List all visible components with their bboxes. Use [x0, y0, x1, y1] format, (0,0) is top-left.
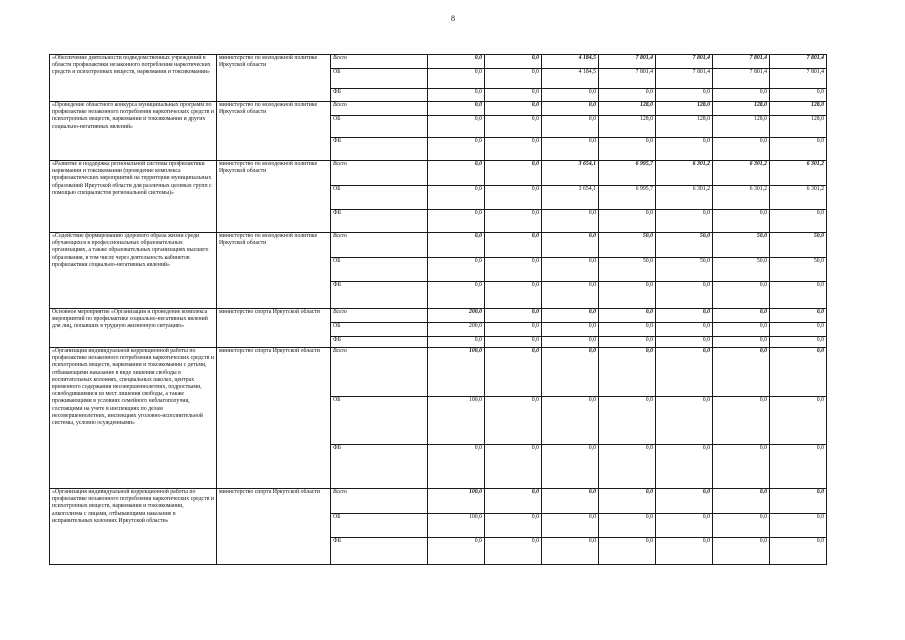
funding-source: Всего: [331, 233, 428, 258]
amount-cell: 0,0: [485, 138, 542, 161]
amount-cell: 7 801,4: [770, 69, 827, 89]
amount-cell: 0,0: [770, 445, 827, 489]
amount-cell: 4 184,5: [542, 55, 599, 69]
amount-cell: 50,0: [713, 233, 770, 258]
amount-cell: 128,0: [713, 102, 770, 116]
amount-cell: 0,0: [713, 397, 770, 445]
funding-source: ОБ: [331, 186, 428, 210]
amount-cell: 0,0: [485, 258, 542, 282]
executor-name: министерство спорта Иркутской области: [217, 309, 331, 348]
amount-cell: 6 301,2: [656, 161, 713, 186]
amount-cell: 0,0: [656, 210, 713, 233]
amount-cell: 0,0: [599, 397, 656, 445]
table-row: [50, 102, 827, 116]
amount-cell: 0,0: [542, 337, 599, 348]
table-row: [50, 161, 827, 186]
amount-cell: 0,0: [713, 210, 770, 233]
activity-name: «Организация индивидуальной коррекционной работы по профилактике незаконного потребления наркотических средств и психотропных веществ, наркомании и токсикомании, алкоголизма с лицами, отбывающими наказание в исправительных колониях Иркутской области»: [50, 489, 217, 565]
amount-cell: 50,0: [656, 258, 713, 282]
amount-cell: 0,0: [428, 258, 485, 282]
amount-cell: 0,0: [428, 102, 485, 116]
amount-cell: 0,0: [485, 116, 542, 138]
amount-cell: 7 801,4: [713, 69, 770, 89]
amount-cell: 0,0: [770, 514, 827, 538]
amount-cell: 0,0: [770, 397, 827, 445]
amount-cell: 0,0: [428, 89, 485, 102]
table-row: [50, 55, 827, 69]
amount-cell: 0,0: [428, 186, 485, 210]
funding-source: Всего: [331, 102, 428, 116]
activity-name: Основное мероприятие «Организация и проведение комплекса мероприятий по профилактике социально-негативных явлений для лиц, попавших в трудную жизненную ситуацию»: [50, 309, 217, 348]
amount-cell: 100,0: [428, 397, 485, 445]
amount-cell: 0,0: [485, 102, 542, 116]
amount-cell: 100,0: [428, 489, 485, 514]
amount-cell: 0,0: [713, 89, 770, 102]
amount-cell: 0,0: [428, 538, 485, 565]
amount-cell: 0,0: [485, 186, 542, 210]
amount-cell: 0,0: [656, 337, 713, 348]
funding-source: Всего: [331, 55, 428, 69]
amount-cell: 0,0: [656, 514, 713, 538]
amount-cell: 0,0: [485, 89, 542, 102]
executor-name: министерство по молодежной политике Иркутской области: [217, 233, 331, 309]
executor-name: министерство спорта Иркутской области: [217, 489, 331, 565]
amount-cell: 100,0: [428, 348, 485, 397]
amount-cell: 3 654,1: [542, 186, 599, 210]
activity-name: «Организация индивидуальной коррекционной работы по профилактике незаконного потребления наркотических средств и психотропных веществ, наркомании и токсикомании с детьми, отбывающими наказание в виде лишения свободы в воспитательных колониях, специальных школах, центрах временного содержания несовершеннолетних, подростками, освободившимися из мест лишения свободы, а также проживающими в условиях семейного неблагополучия, состоящими на учете в инспекциях по делам несовершеннолетних, инспекциях уголовно-исполнительной системы, условно осужденными»: [50, 348, 217, 489]
funding-source: Всего: [331, 489, 428, 514]
funding-source: ФБ: [331, 538, 428, 565]
amount-cell: 128,0: [656, 102, 713, 116]
amount-cell: 0,0: [656, 348, 713, 397]
amount-cell: 0,0: [542, 233, 599, 258]
amount-cell: 0,0: [542, 445, 599, 489]
amount-cell: 0,0: [713, 323, 770, 337]
funding-table: [49, 54, 827, 565]
amount-cell: 0,0: [428, 69, 485, 89]
amount-cell: 200,0: [428, 309, 485, 323]
table-row: [50, 309, 827, 323]
amount-cell: 0,0: [485, 538, 542, 565]
amount-cell: 0,0: [428, 282, 485, 309]
amount-cell: 0,0: [599, 89, 656, 102]
funding-source: ОБ: [331, 116, 428, 138]
amount-cell: 0,0: [713, 348, 770, 397]
funding-source: ОБ: [331, 514, 428, 538]
amount-cell: 128,0: [599, 102, 656, 116]
amount-cell: 50,0: [656, 233, 713, 258]
amount-cell: 0,0: [542, 348, 599, 397]
funding-source: ФБ: [331, 210, 428, 233]
amount-cell: 0,0: [542, 210, 599, 233]
amount-cell: 0,0: [713, 514, 770, 538]
amount-cell: 0,0: [428, 138, 485, 161]
amount-cell: 6 301,2: [656, 186, 713, 210]
amount-cell: 0,0: [770, 337, 827, 348]
amount-cell: 0,0: [770, 138, 827, 161]
amount-cell: 0,0: [542, 538, 599, 565]
amount-cell: 0,0: [713, 337, 770, 348]
amount-cell: 0,0: [599, 514, 656, 538]
amount-cell: 50,0: [599, 258, 656, 282]
amount-cell: 50,0: [770, 233, 827, 258]
page-number: 8: [451, 14, 455, 23]
amount-cell: 0,0: [485, 161, 542, 186]
amount-cell: 7 801,4: [599, 55, 656, 69]
amount-cell: 0,0: [599, 538, 656, 565]
amount-cell: 50,0: [713, 258, 770, 282]
amount-cell: 0,0: [542, 102, 599, 116]
amount-cell: 0,0: [485, 337, 542, 348]
table-row: [50, 348, 827, 397]
amount-cell: 0,0: [485, 233, 542, 258]
funding-source: ОБ: [331, 323, 428, 337]
amount-cell: 0,0: [656, 89, 713, 102]
amount-cell: 0,0: [713, 445, 770, 489]
amount-cell: 0,0: [485, 397, 542, 445]
funding-source: Всего: [331, 309, 428, 323]
amount-cell: 7 801,4: [656, 55, 713, 69]
amount-cell: 128,0: [770, 102, 827, 116]
amount-cell: 0,0: [599, 337, 656, 348]
amount-cell: 50,0: [770, 258, 827, 282]
executor-name: министерство по молодежной политике Иркутской области: [217, 161, 331, 233]
amount-cell: 0,0: [428, 445, 485, 489]
executor-name: министерство по молодежной политике Иркутской области: [217, 102, 331, 161]
amount-cell: 6 301,2: [713, 186, 770, 210]
amount-cell: 200,0: [428, 323, 485, 337]
amount-cell: 0,0: [542, 489, 599, 514]
amount-cell: 0,0: [713, 538, 770, 565]
amount-cell: 0,0: [656, 445, 713, 489]
amount-cell: 0,0: [713, 138, 770, 161]
amount-cell: 0,0: [713, 282, 770, 309]
amount-cell: 6 301,2: [770, 186, 827, 210]
amount-cell: 7 801,4: [656, 69, 713, 89]
table-row: [50, 489, 827, 514]
amount-cell: 0,0: [428, 233, 485, 258]
amount-cell: 0,0: [770, 89, 827, 102]
amount-cell: 0,0: [428, 337, 485, 348]
amount-cell: 0,0: [770, 323, 827, 337]
funding-source: ФБ: [331, 445, 428, 489]
amount-cell: 128,0: [599, 116, 656, 138]
amount-cell: 128,0: [770, 116, 827, 138]
amount-cell: 0,0: [599, 282, 656, 309]
amount-cell: 0,0: [713, 309, 770, 323]
amount-cell: 128,0: [656, 116, 713, 138]
amount-cell: 0,0: [428, 116, 485, 138]
amount-cell: 0,0: [656, 309, 713, 323]
amount-cell: 0,0: [656, 138, 713, 161]
amount-cell: 0,0: [770, 538, 827, 565]
amount-cell: 6 301,2: [770, 161, 827, 186]
amount-cell: 0,0: [713, 489, 770, 514]
amount-cell: 0,0: [599, 348, 656, 397]
amount-cell: 0,0: [542, 89, 599, 102]
table-row: [50, 233, 827, 258]
amount-cell: 0,0: [542, 323, 599, 337]
amount-cell: 6 995,7: [599, 186, 656, 210]
amount-cell: 0,0: [485, 282, 542, 309]
executor-name: министерство спорта Иркутской области: [217, 348, 331, 489]
amount-cell: 0,0: [599, 210, 656, 233]
amount-cell: 50,0: [599, 233, 656, 258]
amount-cell: 6 995,7: [599, 161, 656, 186]
amount-cell: 0,0: [656, 323, 713, 337]
amount-cell: 0,0: [485, 348, 542, 397]
amount-cell: 0,0: [485, 514, 542, 538]
amount-cell: 128,0: [713, 116, 770, 138]
funding-source: ФБ: [331, 138, 428, 161]
amount-cell: 7 801,4: [599, 69, 656, 89]
amount-cell: 0,0: [428, 55, 485, 69]
amount-cell: 0,0: [485, 445, 542, 489]
amount-cell: 0,0: [485, 69, 542, 89]
funding-source: ФБ: [331, 89, 428, 102]
amount-cell: 0,0: [770, 210, 827, 233]
funding-source: ФБ: [331, 282, 428, 309]
funding-source: Всего: [331, 161, 428, 186]
amount-cell: 0,0: [770, 489, 827, 514]
funding-source: ОБ: [331, 397, 428, 445]
funding-source: ОБ: [331, 69, 428, 89]
amount-cell: 0,0: [428, 161, 485, 186]
amount-cell: 0,0: [542, 309, 599, 323]
amount-cell: 0,0: [542, 138, 599, 161]
amount-cell: 0,0: [770, 282, 827, 309]
amount-cell: 0,0: [485, 210, 542, 233]
amount-cell: 0,0: [656, 489, 713, 514]
amount-cell: 0,0: [770, 309, 827, 323]
activity-name: «Развитие и поддержка региональной системы профилактики наркомании и токсикомании (проведение комплекса профилактических мероприятий на территории муниципальных образований Иркутской области для различных целевых групп с помощью специалистов региональной системы)»: [50, 161, 217, 233]
executor-name: министерство по молодежной политике Иркутской области: [217, 55, 331, 102]
activity-name: «Проведение областного конкурса муниципальных программ по профилактике незаконного потребления наркотических средств и психотропных веществ, наркомании и токсикомании и других социально-негативных явлений»: [50, 102, 217, 161]
amount-cell: 0,0: [485, 489, 542, 514]
funding-source: ФБ: [331, 337, 428, 348]
amount-cell: 0,0: [542, 282, 599, 309]
amount-cell: 0,0: [656, 538, 713, 565]
amount-cell: 4 184,5: [542, 69, 599, 89]
amount-cell: 0,0: [542, 397, 599, 445]
amount-cell: 3 654,1: [542, 161, 599, 186]
amount-cell: 0,0: [599, 489, 656, 514]
amount-cell: 100,0: [428, 514, 485, 538]
amount-cell: 6 301,2: [713, 161, 770, 186]
amount-cell: 0,0: [599, 323, 656, 337]
amount-cell: 0,0: [770, 348, 827, 397]
amount-cell: 0,0: [542, 116, 599, 138]
amount-cell: 0,0: [542, 258, 599, 282]
amount-cell: 0,0: [599, 138, 656, 161]
amount-cell: 0,0: [428, 210, 485, 233]
amount-cell: 0,0: [599, 309, 656, 323]
funding-source: ОБ: [331, 258, 428, 282]
amount-cell: 0,0: [656, 397, 713, 445]
amount-cell: 0,0: [656, 282, 713, 309]
funding-source: Всего: [331, 348, 428, 397]
amount-cell: 0,0: [485, 309, 542, 323]
amount-cell: 7 801,4: [770, 55, 827, 69]
amount-cell: 0,0: [485, 323, 542, 337]
amount-cell: 0,0: [542, 514, 599, 538]
amount-cell: 0,0: [485, 55, 542, 69]
activity-name: «Обеспечение деятельности подведомственных учреждений в области профилактики незаконного потребления наркотических средств и психотропных веществ, наркомании и токсикомании»: [50, 55, 217, 102]
amount-cell: 0,0: [599, 445, 656, 489]
activity-name: «Содействие формированию здорового образа жизни среди обучающихся в профессиональных образовательных организациях, а также образовательных организациях высшего образования, в том числе через деятельность кабинетов профилактики социально-негативных явлений»: [50, 233, 217, 309]
amount-cell: 7 801,4: [713, 55, 770, 69]
